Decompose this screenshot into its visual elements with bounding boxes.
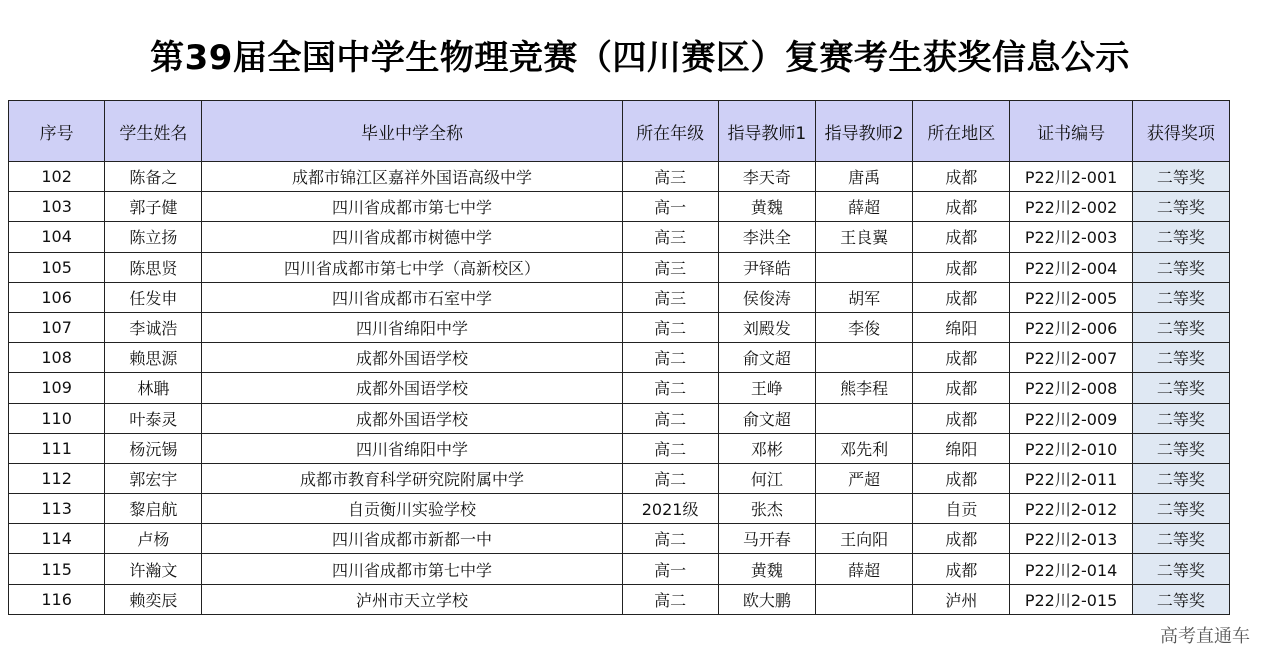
cell-index: 104 [9,222,105,252]
cell-grade: 高二 [622,312,718,342]
cell-certificate: P22川2-014 [1010,554,1132,584]
cell-index: 107 [9,312,105,342]
cell-teacher1: 俞文超 [718,343,815,373]
cell-certificate: P22川2-015 [1010,584,1132,614]
cell-region: 成都 [913,373,1010,403]
cell-teacher2 [815,343,912,373]
cell-teacher2 [815,252,912,282]
cell-teacher2: 熊李程 [815,373,912,403]
cell-award: 二等奖 [1132,403,1229,433]
cell-region: 成都 [913,222,1010,252]
cell-teacher1: 欧大鹏 [718,584,815,614]
cell-student-name: 许瀚文 [105,554,202,584]
cell-school: 成都市锦江区嘉祥外国语高级中学 [202,162,622,192]
cell-student-name: 卢杨 [105,524,202,554]
cell-region: 成都 [913,463,1010,493]
cell-student-name: 赖奕辰 [105,584,202,614]
col-header-certificate: 证书编号 [1010,101,1132,162]
cell-teacher2: 邓先利 [815,433,912,463]
cell-grade: 高二 [622,403,718,433]
cell-teacher2: 薛超 [815,554,912,584]
table-row [9,343,1230,373]
cell-certificate: P22川2-013 [1010,524,1132,554]
col-header-teacher2: 指导教师2 [815,101,912,162]
cell-student-name: 叶泰灵 [105,403,202,433]
cell-school: 泸州市天立学校 [202,584,622,614]
cell-award: 二等奖 [1132,554,1229,584]
col-header-teacher1: 指导教师1 [718,101,815,162]
table-row [9,162,1230,192]
cell-school: 成都外国语学校 [202,403,622,433]
col-header-student-name: 学生姓名 [105,101,202,162]
cell-award: 二等奖 [1132,252,1229,282]
cell-student-name: 任发申 [105,282,202,312]
cell-region: 成都 [913,554,1010,584]
cell-teacher1: 俞文超 [718,403,815,433]
cell-certificate: P22川2-005 [1010,282,1132,312]
cell-award: 二等奖 [1132,463,1229,493]
cell-teacher2: 胡军 [815,282,912,312]
cell-index: 115 [9,554,105,584]
cell-grade: 高二 [622,433,718,463]
cell-award: 二等奖 [1132,584,1229,614]
cell-school: 成都外国语学校 [202,343,622,373]
table-row [9,494,1230,524]
table-row [9,222,1230,252]
cell-teacher2 [815,403,912,433]
table-row [9,192,1230,222]
cell-grade: 高二 [622,584,718,614]
cell-teacher2: 严超 [815,463,912,493]
cell-grade: 高三 [622,252,718,282]
table-row [9,554,1230,584]
cell-certificate: P22川2-004 [1010,252,1132,282]
cell-school: 四川省绵阳中学 [202,312,622,342]
page-title: 第39届全国中学生物理竞赛（四川赛区）复赛考生获奖信息公示 [150,38,1130,78]
cell-teacher1: 黄魏 [718,554,815,584]
cell-award: 二等奖 [1132,282,1229,312]
table-row [9,524,1230,554]
cell-certificate: P22川2-012 [1010,494,1132,524]
col-header-grade: 所在年级 [622,101,718,162]
cell-teacher1: 李天奇 [718,162,815,192]
cell-student-name: 陈备之 [105,162,202,192]
cell-index: 111 [9,433,105,463]
cell-region: 绵阳 [913,312,1010,342]
cell-index: 105 [9,252,105,282]
cell-teacher1: 王峥 [718,373,815,403]
cell-region: 成都 [913,343,1010,373]
cell-region: 成都 [913,162,1010,192]
cell-award: 二等奖 [1132,312,1229,342]
cell-certificate: P22川2-003 [1010,222,1132,252]
cell-teacher1: 马开春 [718,524,815,554]
cell-certificate: P22川2-007 [1010,343,1132,373]
cell-teacher2: 王向阳 [815,524,912,554]
cell-student-name: 郭子健 [105,192,202,222]
cell-region: 成都 [913,192,1010,222]
cell-grade: 高二 [622,524,718,554]
cell-region: 成都 [913,282,1010,312]
cell-index: 109 [9,373,105,403]
cell-school: 自贡衡川实验学校 [202,494,622,524]
cell-teacher2: 王良翼 [815,222,912,252]
header-row [9,101,1230,162]
table-row [9,282,1230,312]
cell-teacher2 [815,584,912,614]
table-row [9,584,1230,614]
cell-region: 泸州 [913,584,1010,614]
cell-index: 112 [9,463,105,493]
col-header-index: 序号 [9,101,105,162]
cell-award: 二等奖 [1132,433,1229,463]
cell-grade: 高二 [622,463,718,493]
cell-grade: 高一 [622,554,718,584]
cell-school: 成都外国语学校 [202,373,622,403]
cell-school: 四川省成都市第七中学 [202,554,622,584]
cell-award: 二等奖 [1132,524,1229,554]
cell-student-name: 陈思贤 [105,252,202,282]
col-header-award: 获得奖项 [1132,101,1229,162]
table-row [9,403,1230,433]
cell-award: 二等奖 [1132,162,1229,192]
cell-teacher1: 黄魏 [718,192,815,222]
cell-student-name: 林聃 [105,373,202,403]
cell-teacher2: 唐禹 [815,162,912,192]
cell-region: 成都 [913,524,1010,554]
cell-certificate: P22川2-011 [1010,463,1132,493]
cell-certificate: P22川2-006 [1010,312,1132,342]
cell-student-name: 李诚浩 [105,312,202,342]
cell-certificate: P22川2-009 [1010,403,1132,433]
cell-grade: 高二 [622,373,718,403]
cell-grade: 高一 [622,192,718,222]
cell-index: 113 [9,494,105,524]
cell-award: 二等奖 [1132,222,1229,252]
cell-grade: 高二 [622,343,718,373]
cell-school: 四川省成都市第七中学（高新校区） [202,252,622,282]
cell-region: 绵阳 [913,433,1010,463]
cell-student-name: 杨沅锡 [105,433,202,463]
award-table [8,100,1230,615]
cell-teacher1: 刘殿发 [718,312,815,342]
cell-award: 二等奖 [1132,494,1229,524]
cell-school: 成都市教育科学研究院附属中学 [202,463,622,493]
cell-teacher1: 邓彬 [718,433,815,463]
cell-region: 成都 [913,403,1010,433]
table-row [9,463,1230,493]
cell-index: 103 [9,192,105,222]
cell-award: 二等奖 [1132,373,1229,403]
watermark: 高考直通车 [1160,626,1250,647]
cell-index: 108 [9,343,105,373]
cell-grade: 高三 [622,282,718,312]
cell-student-name: 郭宏宇 [105,463,202,493]
cell-school: 四川省成都市第七中学 [202,192,622,222]
cell-grade: 2021级 [622,494,718,524]
cell-student-name: 赖思源 [105,343,202,373]
table-row [9,252,1230,282]
cell-school: 四川省成都市树德中学 [202,222,622,252]
col-header-school: 毕业中学全称 [202,101,622,162]
cell-certificate: P22川2-010 [1010,433,1132,463]
cell-teacher1: 何江 [718,463,815,493]
cell-award: 二等奖 [1132,192,1229,222]
cell-teacher2: 薛超 [815,192,912,222]
cell-index: 110 [9,403,105,433]
cell-student-name: 陈立扬 [105,222,202,252]
cell-index: 116 [9,584,105,614]
table-row [9,373,1230,403]
cell-index: 102 [9,162,105,192]
cell-teacher2: 李俊 [815,312,912,342]
cell-certificate: P22川2-008 [1010,373,1132,403]
cell-teacher1: 李洪全 [718,222,815,252]
cell-region: 自贡 [913,494,1010,524]
cell-teacher1: 侯俊涛 [718,282,815,312]
table-row [9,312,1230,342]
cell-index: 106 [9,282,105,312]
cell-index: 114 [9,524,105,554]
cell-school: 四川省成都市新都一中 [202,524,622,554]
cell-teacher2 [815,494,912,524]
cell-student-name: 黎启航 [105,494,202,524]
col-header-region: 所在地区 [913,101,1010,162]
cell-region: 成都 [913,252,1010,282]
table-row [9,433,1230,463]
cell-school: 四川省绵阳中学 [202,433,622,463]
cell-certificate: P22川2-002 [1010,192,1132,222]
cell-grade: 高三 [622,222,718,252]
cell-teacher1: 张杰 [718,494,815,524]
cell-teacher1: 尹铎皓 [718,252,815,282]
cell-award: 二等奖 [1132,343,1229,373]
cell-school: 四川省成都市石室中学 [202,282,622,312]
cell-certificate: P22川2-001 [1010,162,1132,192]
cell-grade: 高三 [622,162,718,192]
